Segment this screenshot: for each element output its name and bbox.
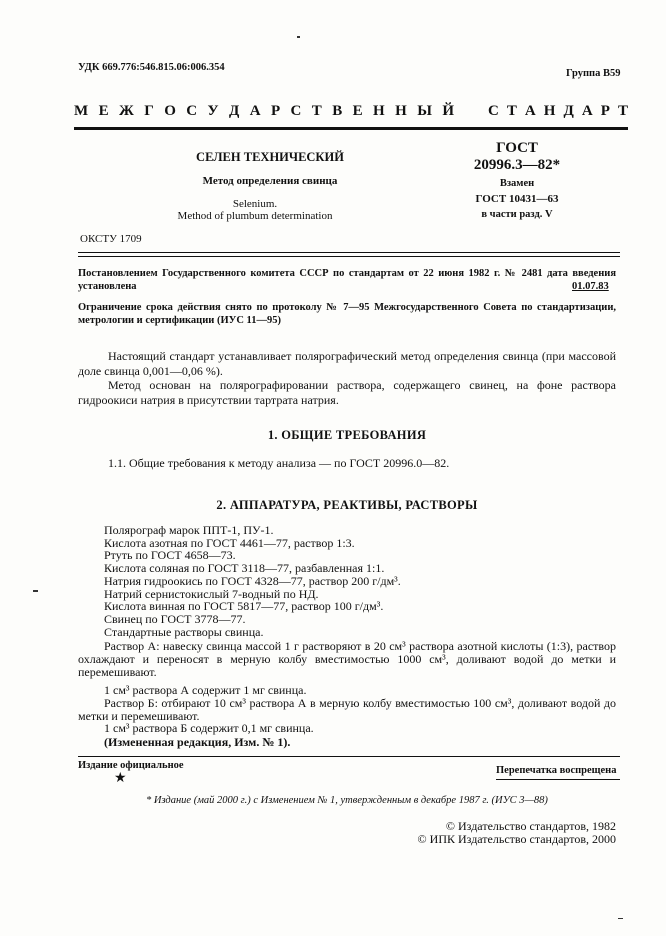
banner-right (488, 103, 628, 120)
section-1-heading: 1. ОБЩИЕ ТРЕБОВАНИЯ (267, 428, 427, 442)
reprint-rule (496, 779, 620, 780)
copyright-1982: © Издательство стандартов, 1982 (445, 819, 616, 833)
copyright-2000: © ИПК Издательство стандартов, 2000 (417, 832, 616, 846)
scan-speck (618, 918, 623, 919)
okstu-rule (78, 252, 620, 253)
banner-letter: А (581, 103, 593, 119)
banner-letter: Д (563, 103, 574, 119)
banner-letter: С (290, 103, 302, 119)
banner-rule (74, 127, 628, 130)
banner-letter: С (186, 103, 198, 119)
solution-b: Раствор Б: отбирают 10 см³ раствора А в мерную колбу вместимостью 100 см³, доливают водой до метки и перемешивают. (78, 696, 616, 723)
gost-number: 20996.3—82* (473, 157, 561, 173)
banner-letter: Н (395, 103, 407, 119)
list-item: Стандартные растворы свинца. (104, 624, 264, 639)
udk-code: УДК 669.776:546.815.06:006.354 (78, 62, 225, 73)
list-item: Натрий сернистокислый 7-водный по НД. (104, 586, 319, 601)
english-title: Selenium. (232, 198, 278, 210)
banner-left (74, 103, 454, 120)
reprint-notice: Перепечатка воспрещена (496, 765, 617, 776)
intro-paragraph: Настоящий стандарт устанавливает полярографический метод определения свинца (при массовой доле свинца 0,001—0,06 %). (78, 349, 616, 378)
list-item: Ртуть по ГОСТ 4658—73. (104, 548, 236, 563)
official-edition: Издание официальное (78, 760, 184, 771)
list-item: Натрия гидроокись по ГОСТ 4328—77, раствор 200 г/дм³. (104, 573, 401, 588)
list-item: Кислота винная по ГОСТ 5817—77, раствор 100 г/дм³. (104, 599, 384, 614)
banner-letter: Е (352, 103, 363, 119)
list-item: Свинец по ГОСТ 3778—77. (104, 611, 246, 626)
solution-b-content: 1 см³ раствора Б содержит 0,1 мг свинца. (104, 721, 314, 735)
scan-speck (297, 36, 300, 38)
banner-letter: А (524, 103, 536, 119)
scan-speck (33, 590, 38, 592)
list-item: Кислота азотная по ГОСТ 4461—77, раствор 1:3. (104, 535, 355, 550)
group-code: Группа В59 (566, 68, 621, 79)
banner-letter: С (488, 103, 499, 119)
banner-letter: Г (144, 103, 154, 119)
standard-banner (74, 103, 628, 120)
intro-paragraph: Метод основан на полярографировании раствора, содержащего свинец, на фоне раствора гидроокиси натрия в присутствии тартрата натрия. (78, 378, 616, 407)
banner-letter: Д (228, 103, 240, 119)
reagents-list (104, 524, 616, 638)
banner-letter: Р (600, 103, 610, 119)
banner-letter: Ы (417, 103, 432, 119)
limitation-note: Ограничение срока действия снято по протоколу № 7—95 Межгосударственного Совета по стандартизации, метрологии и сертификации (ИУС 11—95) (78, 302, 616, 326)
list-item: Кислота соляная по ГОСТ 3118—77, разбавленная 1:1. (104, 561, 385, 576)
effective-date: 01.07.83 (572, 281, 609, 292)
old-gost: ГОСТ 10431—63 (475, 193, 559, 205)
footer-rule (78, 756, 620, 757)
solution-a: Раствор А: навеску свинца массой 1 г растворяют в 20 см³ раствора азотной кислоты (1:3), раствор охлаждают и переносят в мерную колбу вместимостью 1000 см³, доливают водой до метки и перемешивают. (78, 639, 616, 679)
banner-letter: Т (506, 103, 517, 119)
banner-letter: О (164, 103, 176, 119)
banner-letter: А (249, 103, 261, 119)
banner-letter: Н (373, 103, 385, 119)
section-1-text: 1.1. Общие требования к методу анализа — по ГОСТ 20996.0—82. (108, 456, 450, 470)
gost-label: ГОСТ (496, 140, 538, 156)
okstu-code: ОКСТУ 1709 (80, 233, 142, 245)
banner-letter: Ж (119, 103, 134, 119)
list-item: Полярограф марок ППТ-1, ПУ-1. (104, 523, 274, 537)
section-2-heading: 2. АППАРАТУРА, РЕАКТИВЫ, РАСТВОРЫ (216, 498, 478, 512)
solution-a-content: 1 см³ раствора А содержит 1 мг свинца. (104, 683, 307, 697)
english-subtitle: Method of plumbum determination (177, 210, 333, 222)
okstu-rule-2 (78, 256, 620, 257)
replaces-label: Взамен (499, 178, 535, 189)
document-title: СЕЛЕН ТЕХНИЧЕСКИЙ (196, 150, 344, 164)
edition-note: * Издание (май 2000 г.) с Изменением № 1, утвержденным в декабре 1987 г. (ИУС 3—88) (146, 795, 548, 806)
banner-letter: Е (98, 103, 109, 119)
replaced-part: в части разд. V (481, 209, 553, 220)
banner-letter: Н (543, 103, 556, 119)
banner-letter: У (207, 103, 219, 119)
banner-letter: Р (270, 103, 281, 119)
star-icon: ★ (114, 771, 127, 786)
document-subtitle: Метод определения свинца (202, 175, 338, 187)
amendment-note: (Измененная редакция, Изм. № 1). (104, 735, 291, 749)
banner-letter: М (74, 103, 89, 119)
banner-letter: Т (617, 103, 628, 119)
banner-letter: Т (311, 103, 322, 119)
banner-letter: В (332, 103, 343, 119)
decree-text: Постановлением Государственного комитета СССР по стандартам от 22 июня 1982 г. № 2481 дата введения установлена (78, 268, 616, 292)
banner-letter: Й (442, 103, 454, 119)
